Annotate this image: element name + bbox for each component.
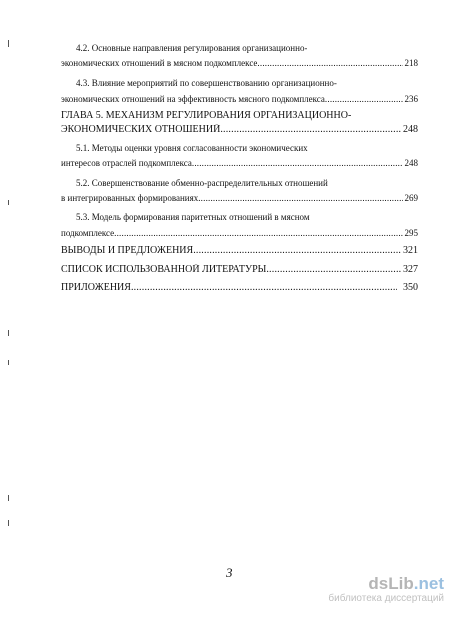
leader-dots <box>325 93 403 105</box>
toc-references <box>61 264 418 276</box>
leader-dots <box>220 124 401 136</box>
toc-chapter-5-line2 <box>61 124 418 136</box>
margin-mark <box>8 520 9 526</box>
toc-chapter-5-page: 248 <box>403 124 418 135</box>
watermark-logo <box>322 575 444 593</box>
toc-5-1-line1: 5.1. Методы оценки уровня согласованности экономических <box>76 143 308 153</box>
toc-chapter-5-text: ЭКОНОМИЧЕСКИХ ОТНОШЕНИЙ <box>61 124 221 135</box>
toc-conclusions <box>61 245 418 257</box>
toc-4-2-page: 218 <box>404 58 418 68</box>
watermark-subtitle: библиотека диссертаций <box>328 593 444 604</box>
toc-5-2-page: 269 <box>404 193 418 203</box>
leader-dots <box>193 245 401 257</box>
toc-appendix <box>61 282 418 294</box>
margin-mark <box>8 200 9 205</box>
watermark-logo-tld: .net <box>413 574 444 593</box>
margin-mark <box>8 495 9 501</box>
leader-dots <box>131 282 397 294</box>
margin-mark <box>8 40 9 47</box>
toc-conclusions-page: 321 <box>403 245 418 256</box>
toc-4-3-page: 236 <box>404 94 418 104</box>
toc-4-2-text: экономических отношений в мясном подкомплексе <box>61 58 258 68</box>
margin-mark <box>8 330 9 336</box>
toc-conclusions-title: ВЫВОДЫ И ПРЕДЛОЖЕНИЯ <box>61 245 194 256</box>
toc-5-3-text: подкомплексе <box>61 228 115 238</box>
toc-appendix-page: 350 <box>403 282 418 293</box>
leader-dots <box>266 264 401 276</box>
toc-chapter-5-line1: ГЛАВА 5. МЕХАНИЗМ РЕГУЛИРОВАНИЯ ОРГАНИЗАЦИОННО- <box>61 110 352 121</box>
toc-4-3-text: экономических отношений на эффективность мясного подкомплекса <box>61 94 325 104</box>
toc-5-2-line1: 5.2. Совершенствование обменно-распределительных отношений <box>76 178 328 188</box>
toc-4-2-line2 <box>61 57 418 69</box>
toc-4-2-line1: 4.2. Основные направления регулирования организационно- <box>76 43 308 53</box>
page-number: 3 <box>226 565 233 580</box>
toc-5-2-text: в интегрированных формированиях <box>61 193 199 203</box>
toc-5-2-line2 <box>61 192 418 204</box>
toc-references-page: 327 <box>403 264 418 275</box>
toc-5-1-page: 248 <box>404 158 418 168</box>
toc-5-3-page: 295 <box>404 228 418 238</box>
toc-4-3-line2 <box>61 93 418 105</box>
leader-dots <box>198 192 402 204</box>
toc-5-1-text: интересов отраслей подкомплекса <box>61 158 192 168</box>
leader-dots <box>114 227 402 239</box>
toc-references-title: СПИСОК ИСПОЛЬЗОВАННОЙ ЛИТЕРАТУРЫ <box>61 264 267 275</box>
toc-4-3-line1: 4.3. Влияние мероприятий по совершенствованию организационно- <box>76 78 337 88</box>
leader-dots <box>192 157 403 169</box>
toc-appendix-title: ПРИЛОЖЕНИЯ <box>61 282 131 293</box>
toc-5-1-line2 <box>61 157 418 169</box>
watermark <box>322 575 444 605</box>
toc-5-3-line2 <box>61 227 418 239</box>
margin-mark <box>8 360 9 365</box>
leader-dots <box>257 57 402 69</box>
watermark-logo-main: dsLib <box>368 574 414 593</box>
toc-5-3-line1: 5.3. Модель формирования паритетных отношений в мясном <box>76 212 310 222</box>
